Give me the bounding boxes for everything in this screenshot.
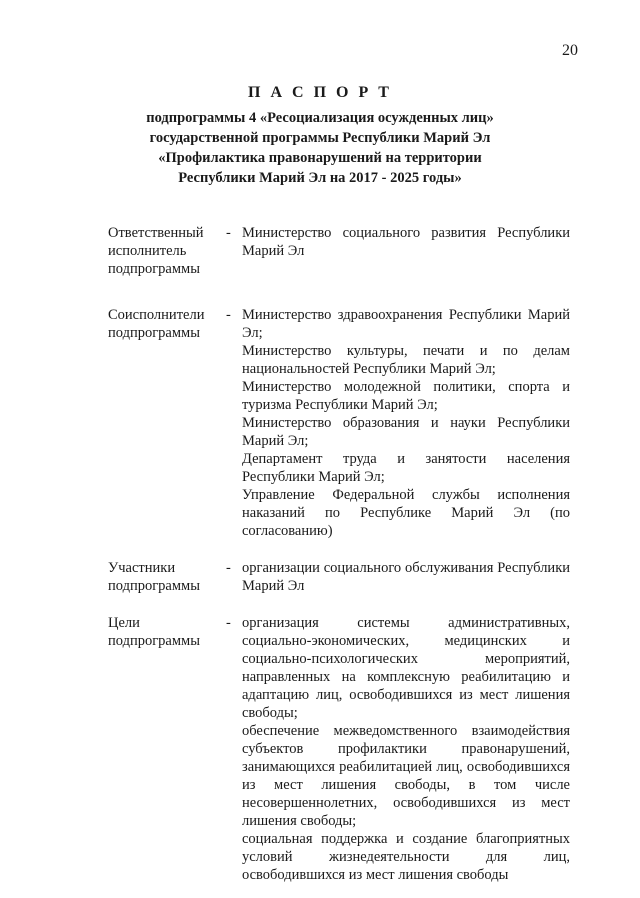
row-label xyxy=(108,224,226,278)
row-dash: - xyxy=(226,615,231,631)
row-label-line: Соисполнители xyxy=(108,307,205,323)
passport-row-participants xyxy=(108,559,570,595)
row-dash: - xyxy=(226,307,231,323)
row-paragraph: Министерство социального развития Республики Марий Эл xyxy=(242,225,570,259)
row-paragraph: обеспечение межведомственного взаимодействия субъектов профилактики правонарушений, занимающихся реабилитацией лиц, освободившихся из мест лишения свободы, в том числе несовершеннолетних, освободившихся из мест лишения свободы; xyxy=(242,723,570,829)
row-content xyxy=(242,614,570,884)
row-label-line: исполнитель xyxy=(108,243,187,259)
document-title: П А С П О Р Т xyxy=(248,84,392,101)
row-content xyxy=(242,306,570,540)
row-content xyxy=(242,559,570,595)
passport-table xyxy=(108,224,570,884)
row-paragraph: Министерство культуры, печати и по делам национальностей Республики Марий Эл; xyxy=(242,343,570,377)
row-label-line: Участники xyxy=(108,560,176,576)
row-paragraph: Министерство образования и науки Республики Марий Эл; xyxy=(242,415,570,449)
subtitle-line: «Профилактика правонарушений на территории xyxy=(158,150,482,166)
row-label xyxy=(108,614,226,650)
row-paragraph: социальная поддержка и создание благоприятных условий жизнедеятельности для лиц, освободившихся из мест лишения свободы xyxy=(242,831,570,883)
row-label xyxy=(108,559,226,595)
row-label-line: Ответственный xyxy=(108,225,204,241)
row-paragraph: организация системы административных, социально-экономических, медицинских и социально-психологических мероприятий, направленных на комплексную реабилитацию и адаптацию лиц, освободившихся из мест лишения свободы; xyxy=(242,615,570,721)
subtitle-line: подпрограммы 4 «Ресоциализация осужденных лиц» xyxy=(146,110,494,126)
passport-row-goals xyxy=(108,614,570,884)
subtitle-line: государственной программы Республики Марий Эл xyxy=(149,130,491,146)
row-dash: - xyxy=(226,225,231,241)
row-content xyxy=(242,224,570,260)
row-label-line: подпрограммы xyxy=(108,578,200,594)
page-number: 20 xyxy=(562,42,578,59)
row-label-line: Цели xyxy=(108,615,140,631)
row-paragraph: Министерство молодежной политики, спорта и туризма Республики Марий Эл; xyxy=(242,379,570,413)
row-paragraph: Управление Федеральной службы исполнения наказаний по Республике Марий Эл (по согласованию) xyxy=(242,487,570,539)
document-subtitle xyxy=(0,108,640,188)
row-paragraph: Министерство здравоохранения Республики Марий Эл; xyxy=(242,307,570,341)
row-paragraph: организации социального обслуживания Республики Марий Эл xyxy=(242,560,570,594)
passport-row-co-executors xyxy=(108,306,570,540)
row-dash: - xyxy=(226,560,231,576)
row-label-line: подпрограммы xyxy=(108,325,200,341)
row-label xyxy=(108,306,226,342)
row-label-line: подпрограммы xyxy=(108,633,200,649)
subtitle-line: Республики Марий Эл на 2017 - 2025 годы» xyxy=(178,170,462,186)
row-label-line: подпрограммы xyxy=(108,261,200,277)
passport-row-responsible-executor xyxy=(108,224,570,278)
row-paragraph: Департамент труда и занятости населения Республики Марий Эл; xyxy=(242,451,570,485)
